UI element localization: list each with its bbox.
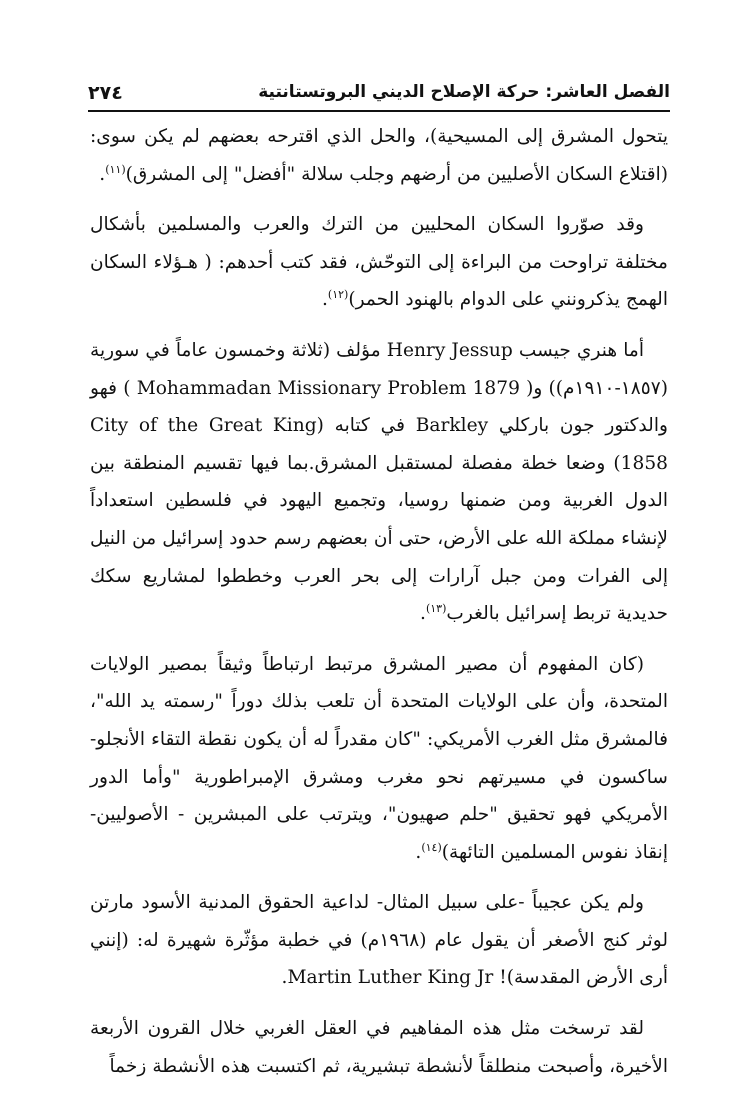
paragraph bbox=[90, 1010, 668, 1085]
paragraph-text: لقد ترسخت مثل هذه المفاهيم في العقل الغربي خلال القرون الأربعة الأخيرة، وأصبحت منطلقاً لأنشطة تبشيرية، ثم اكتسبت هذه الأنشطة زخماً bbox=[90, 1018, 668, 1077]
paragraph bbox=[90, 118, 668, 193]
footnote-ref: (١٤) bbox=[421, 840, 442, 854]
paragraph-text: وقد صوّروا السكان المحليين من الترك والعرب والمسلمين بأشكال مختلفة تراوحت من البراءة إلى التوحّش، فقد كتب أحدهم: ( هـؤلاء السكان الهمج يذكرونني على الدوام بالهنود الحمر) bbox=[90, 214, 668, 311]
paragraph-end: . bbox=[415, 841, 422, 863]
paragraph bbox=[90, 646, 668, 872]
page-body bbox=[90, 118, 668, 1098]
paragraph bbox=[90, 332, 668, 633]
paragraph-end: . bbox=[99, 163, 106, 185]
header-rule bbox=[88, 110, 670, 112]
paragraph-text: أما هنري جيسب Henry Jessup مؤلف (ثلاثة وخمسون عاماً في سورية (١٨٥٧-١٩١٠م)) و( Mohammadan Missionary Problem 1879 ) فهو والدكتور جون باركلي Barkley في كتابه (City of the Great King 1858) وضعا خطة مفصلة لمستقبل المشرق.بما فيها تقسيم المنطقة بين الدول الغربية ومن ضمنها روسيا، وتجميع اليهود في فلسطين استعداداً لإنشاء مملكة الله على الأرض، حتى أن بعضهم رسم حدود إسرائيل من النيل إلى الفرات ومن جبل آرارات إلى بحر العرب وخططوا لمشاريع سكك حديدية تربط إسرائيل بالغرب bbox=[90, 339, 668, 625]
paragraph-text: (كان المفهوم أن مصير المشرق مرتبط ارتباطاً وثيقاً بمصير الولايات المتحدة، وأن على الولايات المتحدة أن تلعب بذلك دوراً "رسمته يد الله"، فالمشرق مثل الغرب الأمريكي: "كان مقدراً له أن يكون نقطة التقاء الأنجلو-ساكسون في مسيرتهم نحو مغرب ومشرق الإمبراطورية "وأما الدور الأمريكي فهو تحقيق "حلم صهيون"، ويترتب على المبشرين - الأصوليين- إنقاذ نفوس المسلمين التائهة) bbox=[90, 653, 668, 863]
paragraph-text: ولم يكن عجيباً -على سبيل المثال- لداعية الحقوق المدنية الأسود مارتن لوثر كنج الأصغر أن يقول عام (١٩٦٨م) في خطبة مؤثّرة شهيرة له: (إنني أرى الأرض المقدسة)! Martin Luther King Jr. bbox=[90, 892, 668, 989]
paragraph-text: يتحول المشرق إلى المسيحية)، والحل الذي اقترحه بعضهم لم يكن سوى: (اقتلاع السكان الأصليين من أرضهم وجلب سلالة "أفضل" إلى المشرق) bbox=[90, 126, 668, 185]
paragraph bbox=[90, 884, 668, 997]
page-number: ٢٧٤ bbox=[88, 82, 123, 104]
paragraph-end: . bbox=[420, 603, 426, 625]
running-header bbox=[88, 76, 670, 112]
footnote-ref: (١٢) bbox=[327, 288, 349, 302]
footnote-ref: (١٣) bbox=[425, 601, 447, 615]
footnote-ref: (١١) bbox=[105, 162, 126, 176]
chapter-title: الفصل العاشر: حركة الإصلاح الديني البروتستانتية bbox=[258, 82, 670, 102]
paragraph-end: . bbox=[321, 289, 328, 311]
paragraph bbox=[90, 206, 668, 319]
